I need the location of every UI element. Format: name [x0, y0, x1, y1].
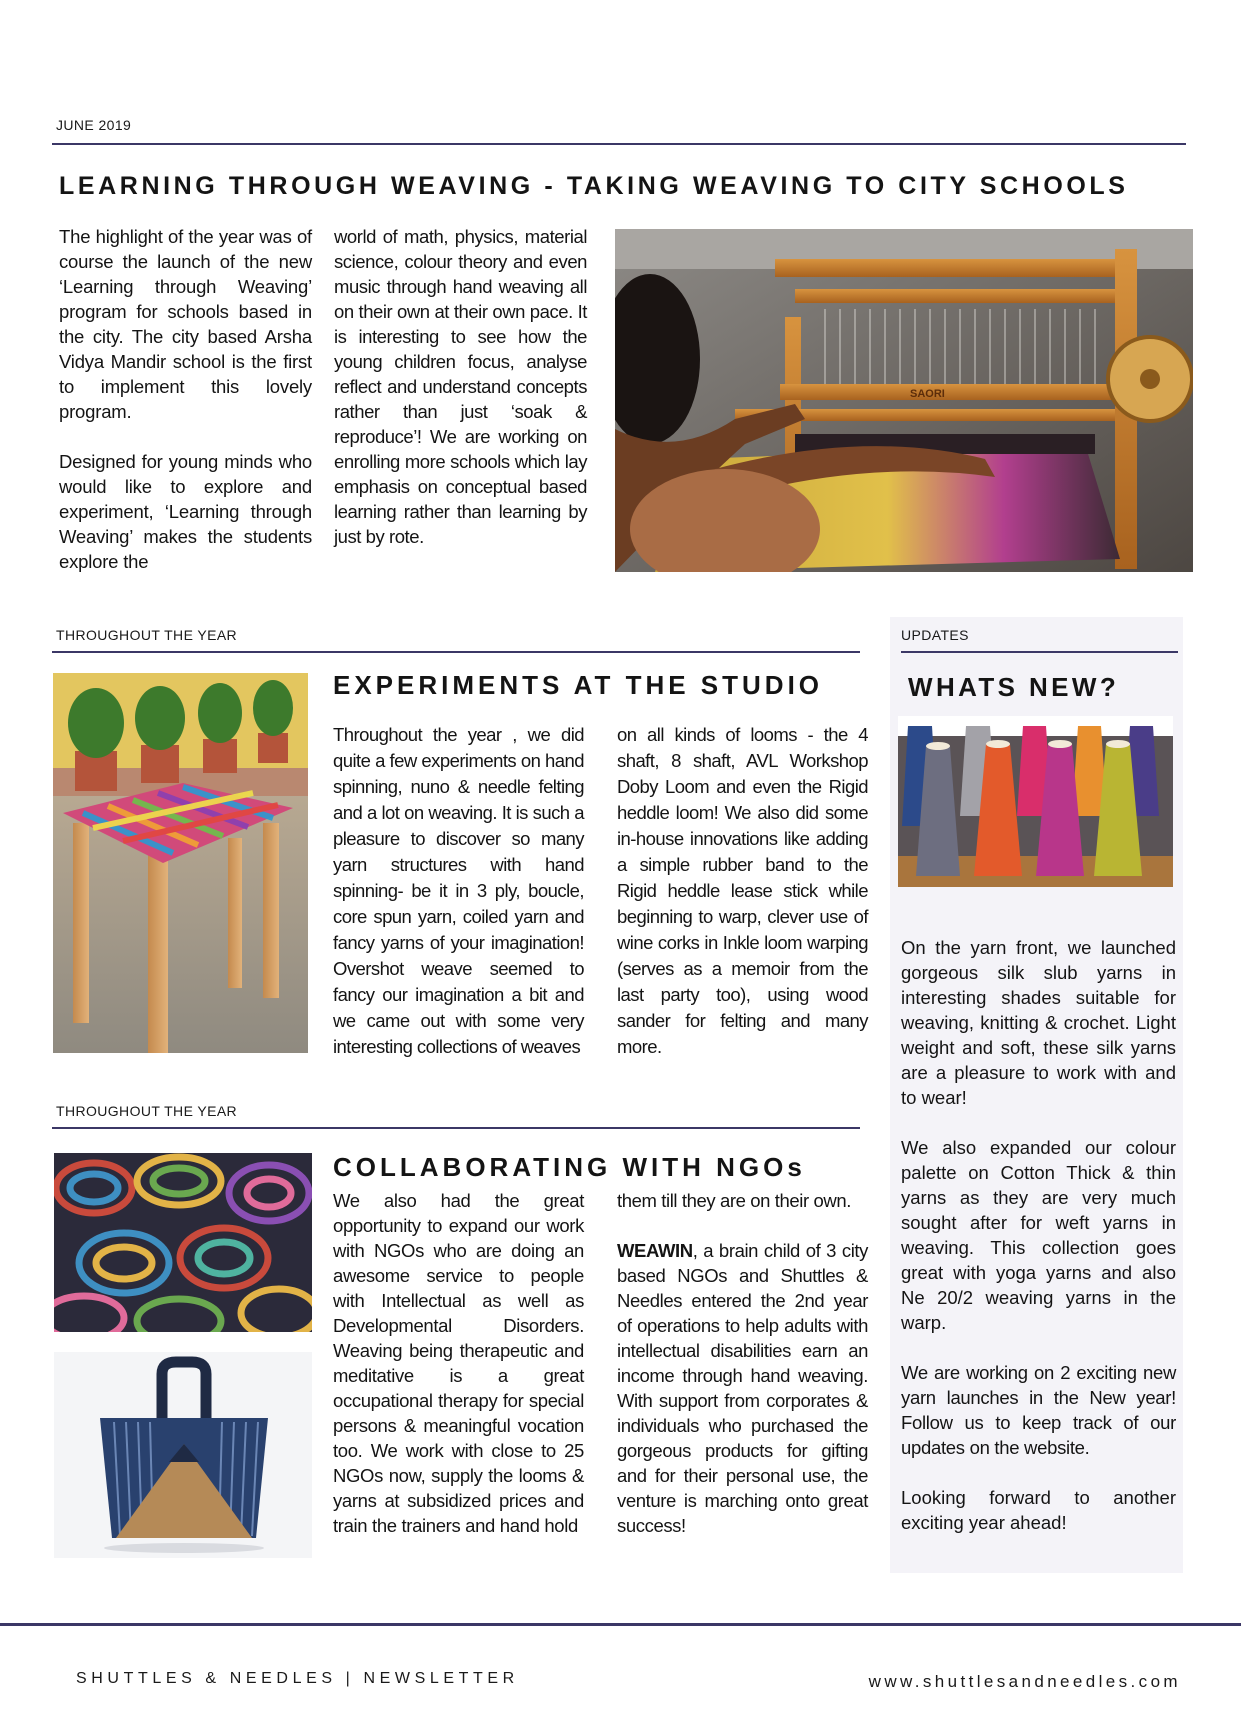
weawin-name: WEAWIN: [617, 1240, 693, 1261]
article-experiments-col1: Throughout the year , we did quite a few experiments on hand spinning, nuno & needle felting and a lot on weaving. It is such a pleasure to discover so many yarn structures with hand spinning- be it in 3 ply, boucle, core spun yarn, coiled yarn and fancy yarns of your imagination! Overshot weave seemed to fancy our imagination a bit and we came out with some very interesting collections of weaves: [333, 724, 584, 1057]
article-learning-paragraph: Designed for young minds who would like to explore and experiment, ‘Learning through Weaving’ makes the students explore the: [59, 451, 312, 572]
article-ngo-col1: We also had the great opportunity to expand our work with NGOs who are doing an awesome service to people with Intellectual as well as Developmental Disorders. Weaving being therapeutic and meditative is a great occupational therapy for special persons & meaningful vocation too. We work with close to 25 NGOs now, supply the looms & yarns at subsidized prices and train the trainers and hand hold: [333, 1190, 584, 1536]
whats-new-title: WHATS NEW?: [908, 672, 1120, 702]
updates-paragraph: Looking forward to another exciting year ahead!: [901, 1487, 1176, 1533]
article-learning-col1: [59, 224, 312, 574]
weawin-description: , a brain child of 3 city based NGOs and Shuttles & Needles entered the 2nd year of operations to help adults with intellectual disabilities earn an income through hand weaving. With support from corporates & individuals who purchased the gorgeous products for gifting and for their personal use, the venture is marching onto great success!: [617, 1240, 868, 1536]
footer-rule: [0, 1623, 1241, 1626]
updates-text: [901, 935, 1176, 1560]
footer-website-link[interactable]: www.shuttlesandneedles.com: [868, 1672, 1181, 1691]
silk-yarn-cones-photo: [898, 716, 1173, 887]
woven-rolls-photo: [54, 1153, 312, 1332]
article-ngo-weawin-paragraph: [617, 1238, 868, 1538]
article-learning-col2: [334, 224, 587, 549]
article-learning-title: LEARNING THROUGH WEAVING - TAKING WEAVING TO CITY SCHOOLS: [59, 172, 1129, 200]
article-experiments-col2: on all kinds of looms - the 4 shaft, 8 shaft, AVL Workshop Doby Loom and even the Rigid heddle loom! We also did some in-house innovations like adding a simple rubber band to the Rigid heddle lease stick while beginning to warp, clever use of wine corks in Inkle loom warping (serves as a memoir from the last party too), using wood sander for felting and many more.: [617, 724, 868, 1057]
header-rule: [52, 143, 1186, 145]
weaving-loom-photo: [615, 229, 1193, 572]
article-ngo-col2-lead: them till they are on their own.: [617, 1190, 851, 1211]
article-experiments-rule: [52, 651, 860, 653]
article-learning-paragraph: world of math, physics, material science, colour theory and even music through hand weaving all on their own at their own pace. It is interesting to see how the young children focus, analyse reflect and understand concepts rather than just ‘soak & reproduce’! We are working on enrolling more schools which lay emphasis on conceptual based learning rather than learning by just by rote.: [334, 226, 587, 547]
updates-eyebrow: UPDATES: [901, 627, 969, 643]
article-ngo-rule: [52, 1127, 860, 1129]
updates-rule: [901, 651, 1178, 653]
updates-paragraph: We are working on 2 exciting new yarn launches in the New year! Follow us to keep track of our updates on the website.: [901, 1362, 1176, 1458]
article-ngo-eyebrow: THROUGHOUT THE YEAR: [56, 1103, 238, 1119]
footer-brand: SHUTTLES & NEEDLES | NEWSLETTER: [76, 1670, 519, 1687]
updates-paragraph: We also expanded our colour palette on Cotton Thick & thin yarns as they are very much sought after for weft yarns in weaving. This collection goes great with yoga yarns and also Ne 20/2 weaving yarns in the warp.: [901, 1137, 1176, 1333]
woven-stool-photo: [53, 673, 308, 1053]
loom-brand-label: SAORI: [910, 388, 945, 400]
updates-paragraph: On the yarn front, we launched gorgeous silk slub yarns in interesting shades suitable for weaving, knitting & crochet. Light weight and soft, these silk yarns are a pleasure to work with and to wear!: [901, 937, 1176, 1108]
article-experiments-title: EXPERIMENTS AT THE STUDIO: [333, 670, 824, 700]
article-ngo-col2: [617, 1188, 868, 1538]
updates-sidebar: [890, 617, 1183, 1573]
issue-date: JUNE 2019: [56, 117, 132, 133]
article-learning-paragraph: The highlight of the year was of course the launch of the new ‘Learning through Weaving’ program for schools based in the city. The city based Arsha Vidya Mandir school is the first to implement this lovely program.: [59, 226, 312, 422]
article-experiments-eyebrow: THROUGHOUT THE YEAR: [56, 627, 238, 643]
article-ngo-title: COLLABORATING WITH NGOs: [333, 1152, 806, 1182]
woven-bag-photo: [54, 1352, 312, 1558]
